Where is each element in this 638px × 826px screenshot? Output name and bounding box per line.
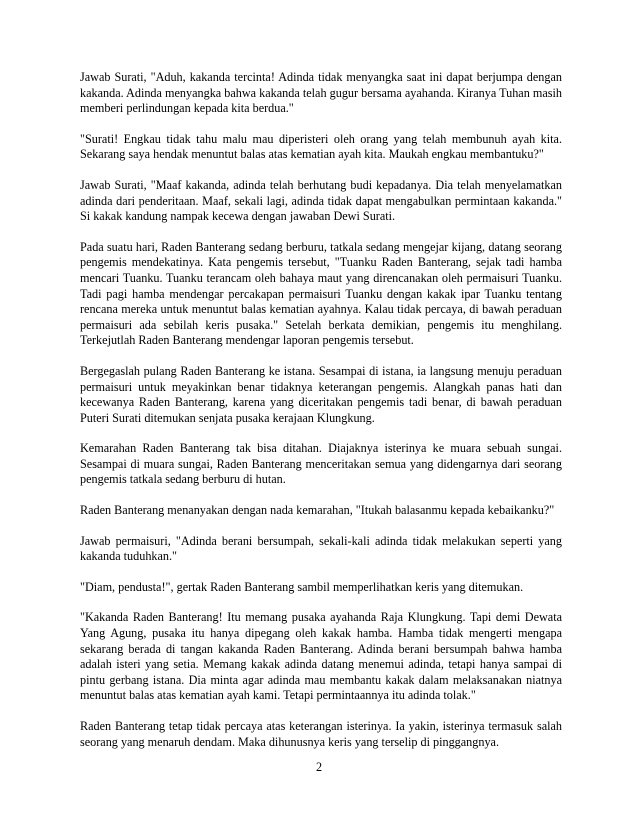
paragraph: Raden Banterang menanyakan dengan nada kemarahan, "Itukah balasanmu kepada kebaikanku?": [80, 503, 555, 518]
paragraph: Pada suatu hari, Raden Banterang sedang berburu, tatkala sedang mengejar kijang, datang seorang pengemis mendekatinya. Kata pengemis tersebut, "Tuanku Raden Banterang, sejak tadi hamba mencari Tuanku. Tuanku terancam oleh bahaya maut yang direncanakan oleh permaisuri Tuanku. Tadi pagi hamba mendengar percakapan permaisuri Tuanku dengan kakak ipar Tuanku tentang rencana mereka untuk menuntut balas kematian ayahnya. Kalau tidak percaya, di bawah peraduan permaisuri ada sebilah keris pusaka." Setelah berkata demikian, pengemis itu menghilang. Terkejutlah Raden Banterang mendengar laporan pengemis tersebut.: [80, 239, 562, 348]
paragraph: "Kakanda Raden Banterang! Itu memang pusaka ayahanda Raja Klungkung. Tapi demi Dewata Yang Agung, pusaka itu hanya dipegang oleh kakak hamba. Hamba tidak mengerti mengapa sekarang berada di tangan kakanda Raden Banterang. Adinda berani bersumpah bahwa hamba adalah isteri yang setia. Memang kakak adinda datang menemui adinda, tetapi hanya sampai di pintu gerbang istana. Dia minta agar adinda mau membantu kakak dalam melaksanakan niatnya menuntut balas atas kematian ayah kami. Tetapi permintaannya itu adinda tolak.": [80, 610, 562, 703]
page-number: 2: [315, 760, 323, 774]
paragraph: Jawab permaisuri, "Adinda berani bersumpah, sekali-kali adinda tidak melakukan seperti yang kakanda tuduhkan.": [80, 533, 562, 564]
paragraph: Bergegaslah pulang Raden Banterang ke istana. Sesampai di istana, ia langsung menuju peraduan permaisuri untuk meyakinkan benar tidaknya keterangan pengemis. Alangkah panas hati dan kecewanya Raden Banterang, karena yang diceritakan pengemis tadi benar, di bawah peraduan Puteri Surati ditemukan senjata pusaka kerajaan Klungkung.: [80, 363, 562, 425]
paragraph: Jawab Surati, "Maaf kakanda, adinda telah berhutang budi kepadanya. Dia telah menyelamatkan adinda dari penderitaan. Maaf, sekali lagi, adinda tidak dapat mengabulkan permintaan kakanda." Si kakak kandung nampak kecewa dengan jawaban Dewi Surati.: [80, 177, 562, 224]
paragraph: "Diam, pendusta!", gertak Raden Banterang sambil memperlihatkan keris yang ditemukan.: [80, 579, 524, 594]
body-text: [80, 70, 562, 765]
paragraph: Kemarahan Raden Banterang tak bisa ditahan. Diajaknya isterinya ke muara sebuah sungai. Sesampai di muara sungai, Raden Banterang menceritakan semua yang didengarnya dari seorang pengemis tatkala sedang berburu di hutan.: [80, 441, 562, 487]
paragraph: Raden Banterang tetap tidak percaya atas keterangan isterinya. Ia yakin, isterinya termasuk salah seorang yang menaruh dendam. Maka dihunusnya keris yang terselip di pinggangnya.: [80, 719, 562, 749]
paragraph: Jawab Surati, "Aduh, kakanda tercinta! Adinda tidak menyangka saat ini dapat berjumpa dengan kakanda. Adinda menyangka bahwa kakanda telah gugur bersama ayahanda. Kiranya Tuhan masih memberi perlindungan kepada kita berdua.": [80, 70, 562, 116]
paragraph: "Surati! Engkau tidak tahu malu mau diperisteri oleh orang yang telah membunuh ayah kita. Sekarang saya hendak menuntut balas atas kematian ayah kita. Maukah engkau membantuku?": [80, 131, 562, 162]
